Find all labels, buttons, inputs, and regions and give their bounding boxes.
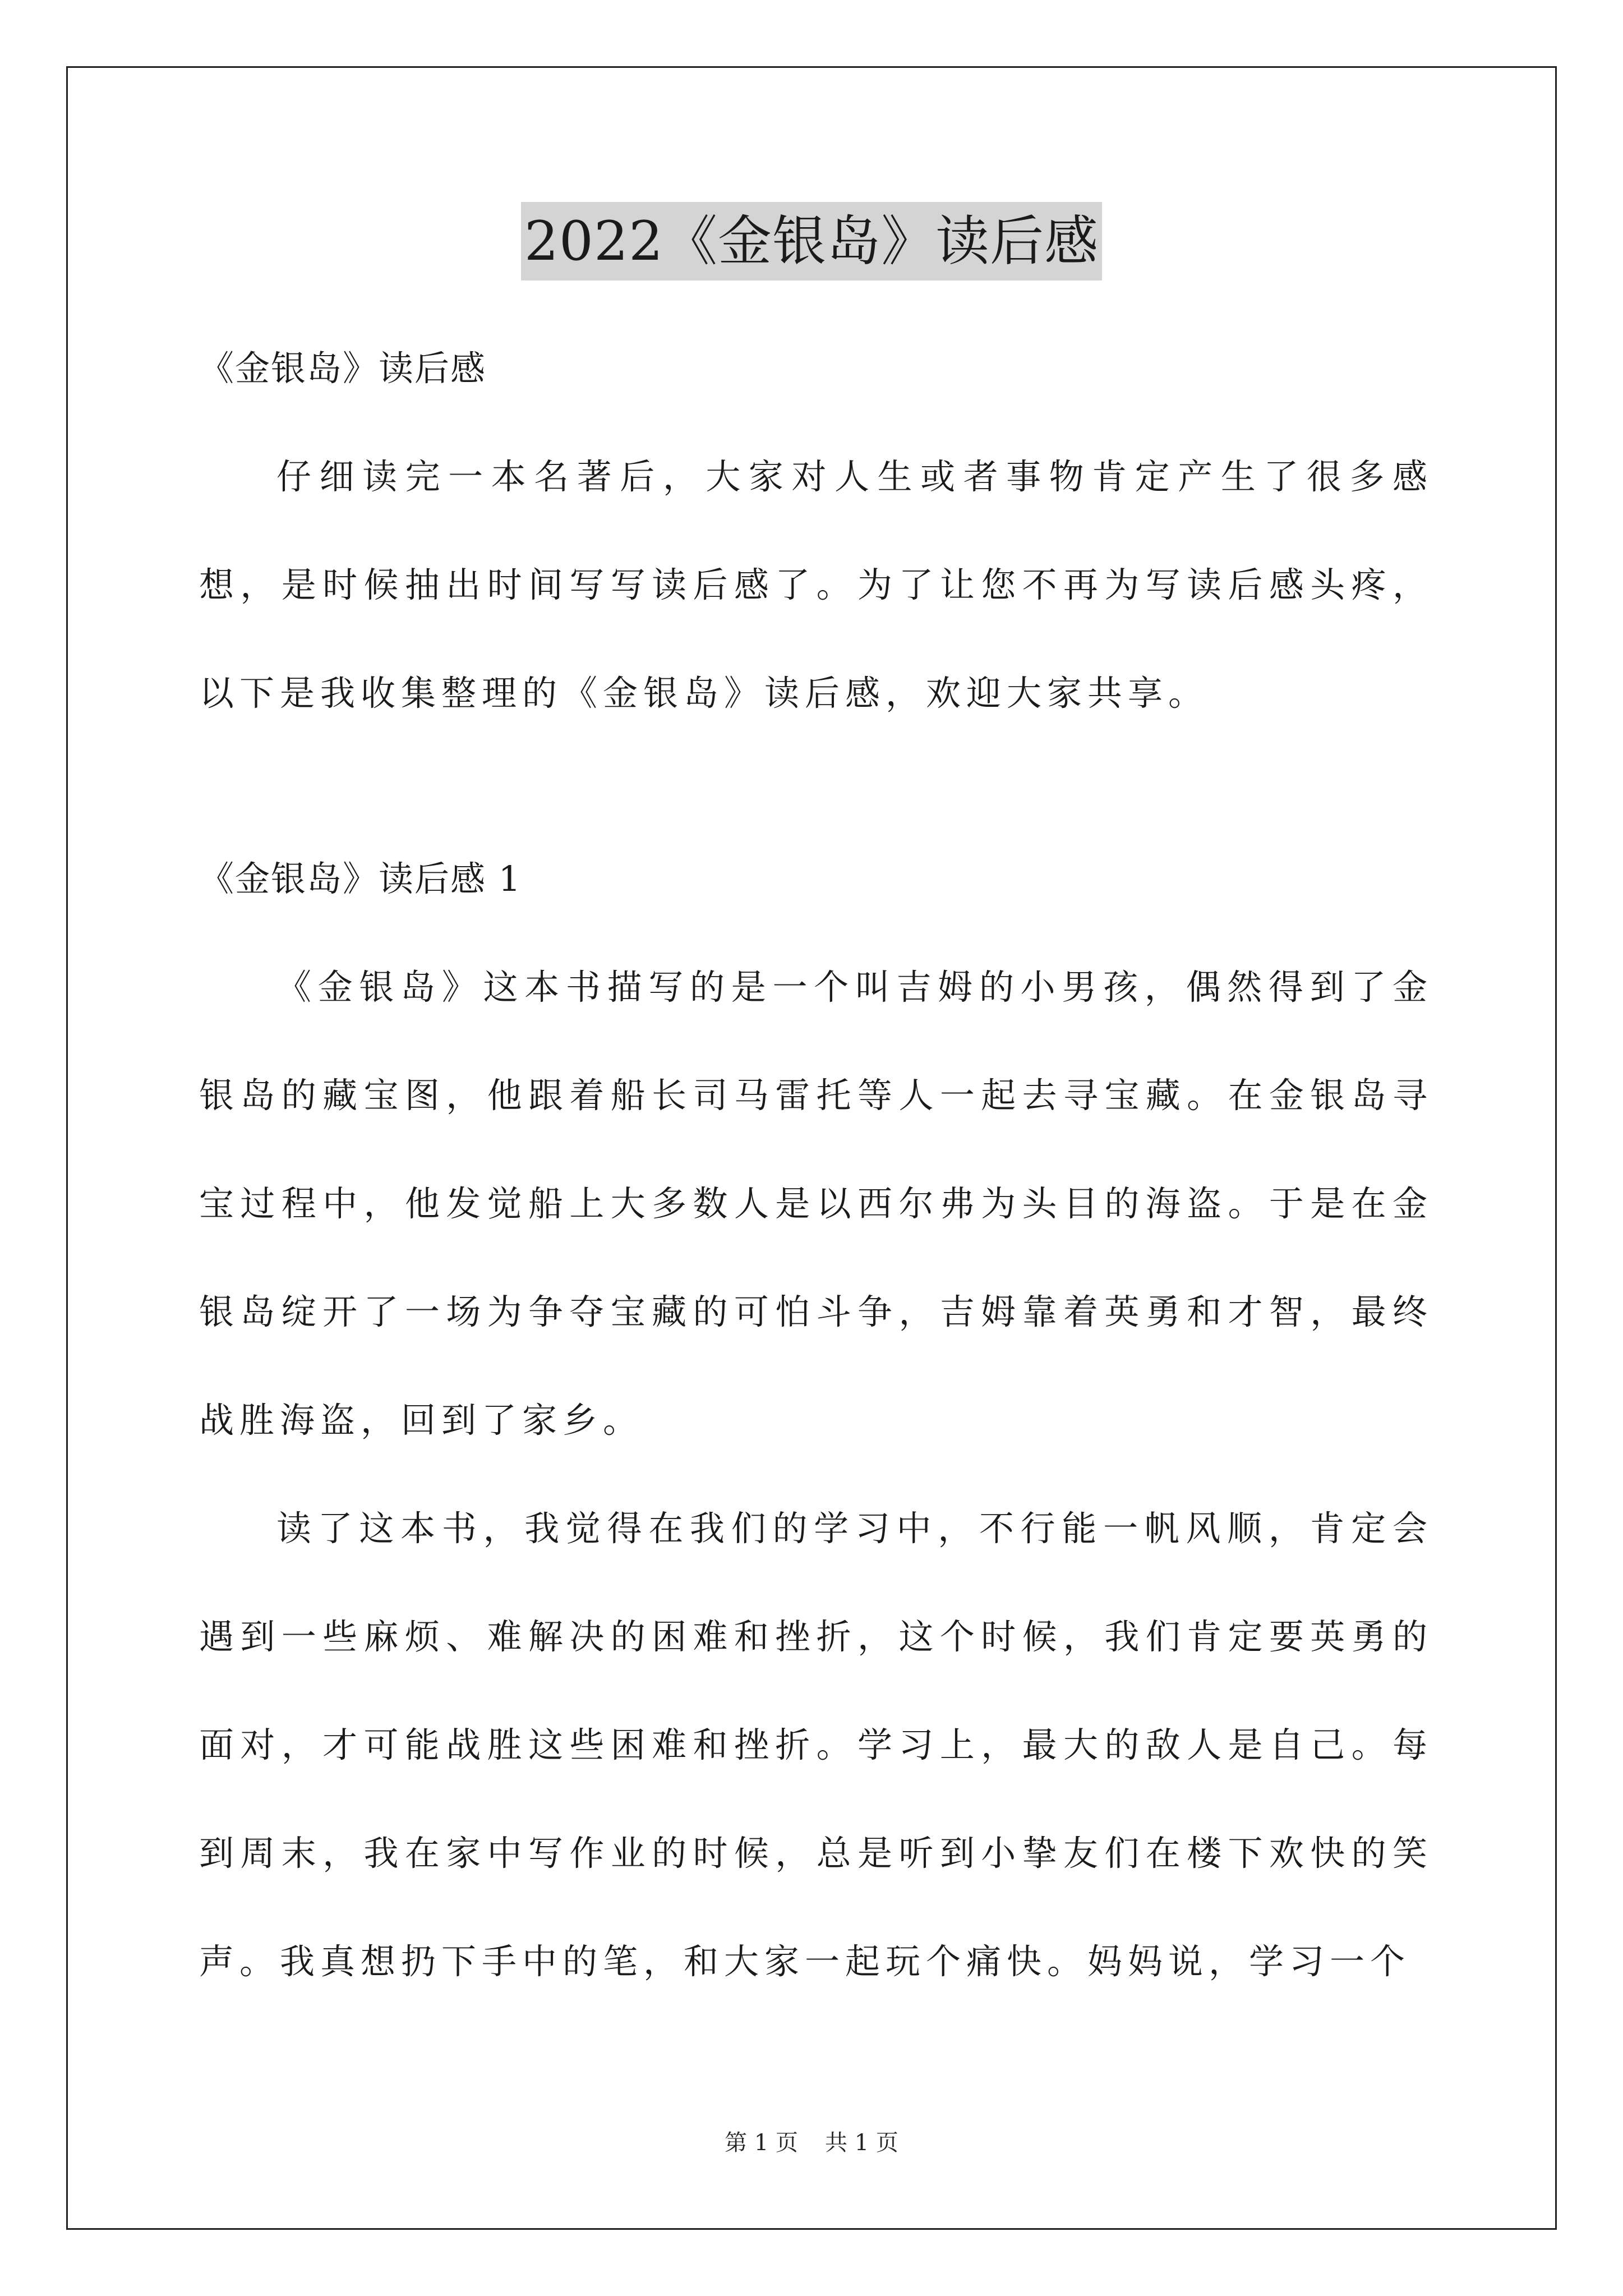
section-spacer	[199, 747, 1433, 825]
body-paragraph: 读了这本书，我觉得在我们的学习中，不行能一帆风顺，肯定会遇到一些麻烦、难解决的困难和挫折，这个时候，我们肯定要英勇的面对，才可能战胜这些困难和挫折。学习上，最大的敌人是自己。每到周末，我在家中写作业的时候，总是听到小挚友们在楼下欢快的笑声。我真想扔下手中的笔，和大家一起玩个痛快。妈妈说，学习一个	[199, 1508, 1433, 1982]
intro-paragraph: 仔细读完一本名著后，大家对人生或者事物肯定产生了很多感想，是时候抽出时间写写读后感了。为了让您不再为写读后感头疼，以下是我收集整理的《金银岛》读后感，欢迎大家共享。	[199, 456, 1433, 714]
section-heading: 《金银岛》读后感 1	[199, 858, 522, 899]
page-total: 共 1 页	[825, 2130, 898, 2156]
title-wrap	[0, 202, 1623, 280]
page-number: 第 1 页	[725, 2130, 798, 2156]
document-body	[199, 314, 1433, 2016]
page-footer	[0, 2126, 1623, 2160]
body-paragraph: 《金银岛》这本书描写的是一个叫吉姆的小男孩，偶然得到了金银岛的藏宝图，他跟着船长司马雷托等人一起去寻宝藏。在金银岛寻宝过程中，他发觉船上大多数人是以西尔弗为头目的海盗。于是在金银岛绽开了一场为争夺宝藏的可怕斗争，吉姆靠着英勇和才智，最终战胜海盗，回到了家乡。	[199, 967, 1433, 1441]
document-title: 2022《金银岛》读后感	[521, 202, 1102, 280]
intro-heading: 《金银岛》读后感	[199, 348, 487, 389]
